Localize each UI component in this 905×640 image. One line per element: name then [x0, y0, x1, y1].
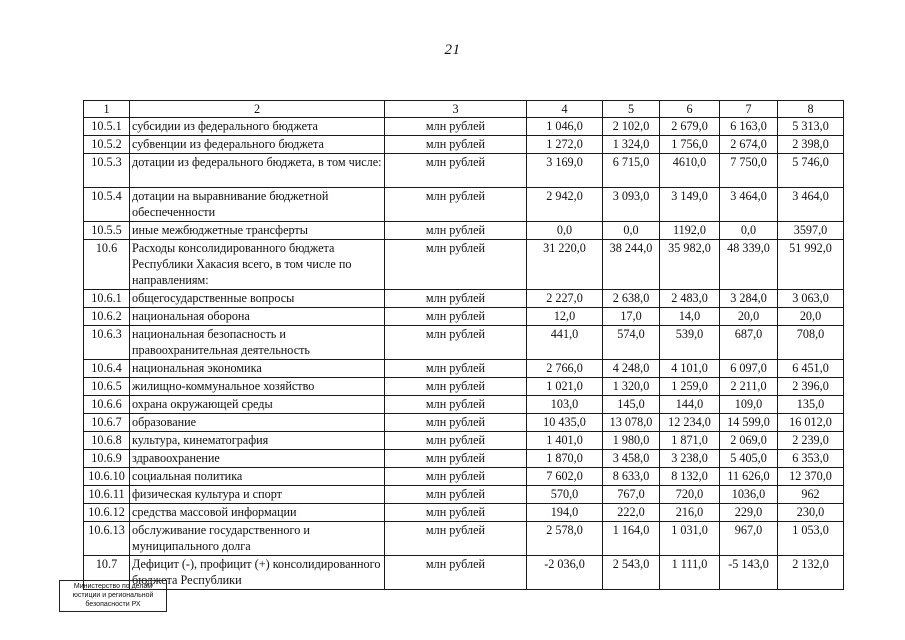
row-code: 10.6.8 [84, 432, 130, 450]
header-cell: 2 [130, 101, 385, 118]
table-row [84, 450, 844, 468]
row-unit: млн рублей [385, 118, 527, 136]
row-name: дотации из федерального бюджета, в том числе: [130, 154, 385, 188]
table-row [84, 154, 844, 188]
stamp-line: юстиции и региональной [72, 592, 154, 599]
row-value-col8: 12 370,0 [778, 468, 844, 486]
row-unit: млн рублей [385, 154, 527, 188]
row-name: дотации на выравнивание бюджетной обеспеченности [130, 188, 385, 222]
row-value-col6: 35 982,0 [660, 240, 720, 290]
row-value-col5: 1 320,0 [603, 378, 660, 396]
row-value-col7: 5 405,0 [720, 450, 778, 468]
row-value-col5: 13 078,0 [603, 414, 660, 432]
stamp-line: Министерство по делам [73, 583, 153, 590]
row-code: 10.6.3 [84, 326, 130, 360]
row-name: общегосударственные вопросы [130, 290, 385, 308]
row-value-col6: 720,0 [660, 486, 720, 504]
row-value-col6: 2 483,0 [660, 290, 720, 308]
row-value-col6: 1 756,0 [660, 136, 720, 154]
table-row [84, 290, 844, 308]
row-value-col8: 135,0 [778, 396, 844, 414]
row-value-col7: 2 211,0 [720, 378, 778, 396]
header-cell: 6 [660, 101, 720, 118]
header-cell: 7 [720, 101, 778, 118]
table-row [84, 308, 844, 326]
row-value-col5: 767,0 [603, 486, 660, 504]
header-cell: 8 [778, 101, 844, 118]
row-value-col8: 3 464,0 [778, 188, 844, 222]
row-code: 10.5.5 [84, 222, 130, 240]
row-value-col7: 6 163,0 [720, 118, 778, 136]
header-cell: 4 [527, 101, 603, 118]
header-cell: 3 [385, 101, 527, 118]
row-code: 10.5.4 [84, 188, 130, 222]
row-value-col7: 2 069,0 [720, 432, 778, 450]
row-value-col7: 11 626,0 [720, 468, 778, 486]
row-code: 10.6 [84, 240, 130, 290]
row-value-col6: 3 149,0 [660, 188, 720, 222]
table-body [84, 101, 844, 590]
row-value-col7: 229,0 [720, 504, 778, 522]
row-unit: млн рублей [385, 522, 527, 556]
row-value-col4: 441,0 [527, 326, 603, 360]
row-value-col8: 2 239,0 [778, 432, 844, 450]
row-value-col4: 31 220,0 [527, 240, 603, 290]
row-value-col8: 51 992,0 [778, 240, 844, 290]
row-value-col4: 7 602,0 [527, 468, 603, 486]
table-row [84, 188, 844, 222]
row-value-col4: 2 578,0 [527, 522, 603, 556]
row-unit: млн рублей [385, 360, 527, 378]
ministry-stamp [59, 580, 167, 612]
row-value-col4: -2 036,0 [527, 556, 603, 590]
row-value-col5: 8 633,0 [603, 468, 660, 486]
row-value-col4: 1 272,0 [527, 136, 603, 154]
row-unit: млн рублей [385, 188, 527, 222]
row-value-col4: 10 435,0 [527, 414, 603, 432]
table-row [84, 556, 844, 590]
row-unit: млн рублей [385, 240, 527, 290]
row-value-col6: 2 679,0 [660, 118, 720, 136]
row-name: физическая культура и спорт [130, 486, 385, 504]
row-code: 10.6.12 [84, 504, 130, 522]
row-value-col8: 3597,0 [778, 222, 844, 240]
table-row [84, 504, 844, 522]
row-name: национальная безопасность и правоохранительная деятельность [130, 326, 385, 360]
row-value-col4: 103,0 [527, 396, 603, 414]
row-value-col5: 38 244,0 [603, 240, 660, 290]
table-row [84, 414, 844, 432]
row-unit: млн рублей [385, 504, 527, 522]
row-value-col7: 3 284,0 [720, 290, 778, 308]
row-value-col8: 1 053,0 [778, 522, 844, 556]
row-value-col7: 48 339,0 [720, 240, 778, 290]
row-value-col4: 2 766,0 [527, 360, 603, 378]
row-value-col8: 6 353,0 [778, 450, 844, 468]
row-value-col4: 1 870,0 [527, 450, 603, 468]
row-value-col6: 1 871,0 [660, 432, 720, 450]
row-value-col8: 5 746,0 [778, 154, 844, 188]
row-value-col4: 2 227,0 [527, 290, 603, 308]
row-value-col5: 3 458,0 [603, 450, 660, 468]
row-value-col6: 216,0 [660, 504, 720, 522]
row-value-col4: 1 021,0 [527, 378, 603, 396]
row-value-col5: 1 164,0 [603, 522, 660, 556]
row-value-col5: 145,0 [603, 396, 660, 414]
row-value-col5: 2 638,0 [603, 290, 660, 308]
row-code: 10.6.7 [84, 414, 130, 432]
row-value-col6: 4 101,0 [660, 360, 720, 378]
row-unit: млн рублей [385, 326, 527, 360]
row-unit: млн рублей [385, 450, 527, 468]
row-value-col4: 12,0 [527, 308, 603, 326]
table-row [84, 222, 844, 240]
table-row [84, 360, 844, 378]
table-header-row [84, 101, 844, 118]
row-value-col7: 14 599,0 [720, 414, 778, 432]
row-value-col6: 144,0 [660, 396, 720, 414]
row-value-col5: 3 093,0 [603, 188, 660, 222]
row-code: 10.6.1 [84, 290, 130, 308]
row-unit: млн рублей [385, 308, 527, 326]
row-code: 10.6.10 [84, 468, 130, 486]
row-name: образование [130, 414, 385, 432]
row-value-col6: 1 111,0 [660, 556, 720, 590]
row-value-col5: 0,0 [603, 222, 660, 240]
row-name: национальная оборона [130, 308, 385, 326]
row-name: жилищно-коммунальное хозяйство [130, 378, 385, 396]
row-value-col8: 5 313,0 [778, 118, 844, 136]
row-value-col5: 1 980,0 [603, 432, 660, 450]
row-value-col7: 7 750,0 [720, 154, 778, 188]
row-value-col7: 967,0 [720, 522, 778, 556]
table-row [84, 378, 844, 396]
row-code: 10.5.3 [84, 154, 130, 188]
row-value-col5: 222,0 [603, 504, 660, 522]
row-name: иные межбюджетные трансферты [130, 222, 385, 240]
row-value-col6: 4610,0 [660, 154, 720, 188]
row-value-col8: 2 398,0 [778, 136, 844, 154]
row-code: 10.6.5 [84, 378, 130, 396]
row-unit: млн рублей [385, 486, 527, 504]
row-value-col6: 3 238,0 [660, 450, 720, 468]
table-row [84, 396, 844, 414]
budget-table [83, 100, 844, 590]
row-unit: млн рублей [385, 468, 527, 486]
row-name: средства массовой информации [130, 504, 385, 522]
row-value-col7: 1036,0 [720, 486, 778, 504]
row-name: охрана окружающей среды [130, 396, 385, 414]
row-value-col8: 3 063,0 [778, 290, 844, 308]
row-value-col6: 8 132,0 [660, 468, 720, 486]
row-value-col5: 17,0 [603, 308, 660, 326]
table-row [84, 136, 844, 154]
table-row [84, 240, 844, 290]
row-value-col8: 6 451,0 [778, 360, 844, 378]
table-row [84, 326, 844, 360]
row-value-col8: 2 132,0 [778, 556, 844, 590]
row-value-col8: 20,0 [778, 308, 844, 326]
row-value-col8: 16 012,0 [778, 414, 844, 432]
row-code: 10.6.6 [84, 396, 130, 414]
row-value-col6: 14,0 [660, 308, 720, 326]
row-value-col7: -5 143,0 [720, 556, 778, 590]
row-value-col6: 1 259,0 [660, 378, 720, 396]
row-code: 10.6.4 [84, 360, 130, 378]
row-name: культура, кинематография [130, 432, 385, 450]
table-row [84, 432, 844, 450]
row-code: 10.6.2 [84, 308, 130, 326]
row-unit: млн рублей [385, 222, 527, 240]
row-name: Дефицит (-), профицит (+) консолидированного бюджета Республики [130, 556, 385, 590]
row-value-col5: 2 543,0 [603, 556, 660, 590]
row-value-col6: 1 031,0 [660, 522, 720, 556]
row-name: социальная политика [130, 468, 385, 486]
row-value-col7: 109,0 [720, 396, 778, 414]
row-value-col4: 3 169,0 [527, 154, 603, 188]
row-unit: млн рублей [385, 396, 527, 414]
row-value-col4: 1 046,0 [527, 118, 603, 136]
row-value-col4: 2 942,0 [527, 188, 603, 222]
row-value-col4: 194,0 [527, 504, 603, 522]
row-unit: млн рублей [385, 290, 527, 308]
row-value-col5: 1 324,0 [603, 136, 660, 154]
row-value-col7: 6 097,0 [720, 360, 778, 378]
row-code: 10.6.9 [84, 450, 130, 468]
table-row [84, 522, 844, 556]
row-unit: млн рублей [385, 136, 527, 154]
row-unit: млн рублей [385, 378, 527, 396]
row-name: субвенции из федерального бюджета [130, 136, 385, 154]
row-code: 10.6.11 [84, 486, 130, 504]
header-cell: 5 [603, 101, 660, 118]
stamp-line: безопасности РХ [85, 601, 141, 608]
row-code: 10.6.13 [84, 522, 130, 556]
row-value-col8: 230,0 [778, 504, 844, 522]
row-value-col8: 962 [778, 486, 844, 504]
table-row [84, 468, 844, 486]
row-code: 10.5.1 [84, 118, 130, 136]
row-unit: млн рублей [385, 414, 527, 432]
row-code: 10.5.2 [84, 136, 130, 154]
row-name: субсидии из федерального бюджета [130, 118, 385, 136]
row-value-col8: 708,0 [778, 326, 844, 360]
row-value-col5: 6 715,0 [603, 154, 660, 188]
table-row [84, 486, 844, 504]
header-cell: 1 [84, 101, 130, 118]
row-code: 10.7 [84, 556, 130, 590]
row-unit: млн рублей [385, 556, 527, 590]
row-value-col4: 0,0 [527, 222, 603, 240]
row-name: здравоохранение [130, 450, 385, 468]
table-row [84, 118, 844, 136]
row-value-col7: 687,0 [720, 326, 778, 360]
row-value-col5: 2 102,0 [603, 118, 660, 136]
row-name: Расходы консолидированного бюджета Республики Хакасия всего, в том числе по направлениям: [130, 240, 385, 290]
row-value-col7: 0,0 [720, 222, 778, 240]
row-value-col7: 2 674,0 [720, 136, 778, 154]
row-value-col6: 539,0 [660, 326, 720, 360]
row-value-col6: 12 234,0 [660, 414, 720, 432]
page-number: 21 [444, 42, 461, 58]
row-value-col6: 1192,0 [660, 222, 720, 240]
row-name: обслуживание государственного и муниципального долга [130, 522, 385, 556]
row-value-col4: 570,0 [527, 486, 603, 504]
row-value-col7: 3 464,0 [720, 188, 778, 222]
row-value-col4: 1 401,0 [527, 432, 603, 450]
row-value-col5: 574,0 [603, 326, 660, 360]
row-value-col8: 2 396,0 [778, 378, 844, 396]
row-unit: млн рублей [385, 432, 527, 450]
row-name: национальная экономика [130, 360, 385, 378]
row-value-col5: 4 248,0 [603, 360, 660, 378]
row-value-col7: 20,0 [720, 308, 778, 326]
